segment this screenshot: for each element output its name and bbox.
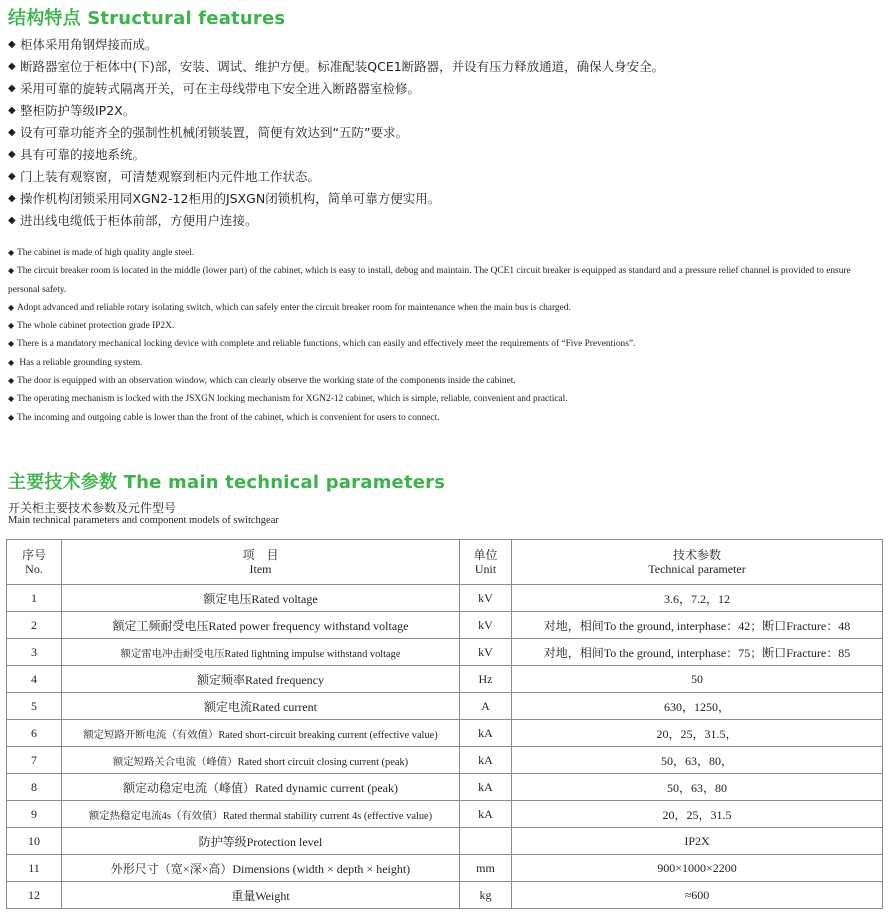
parameters-table-body bbox=[7, 585, 883, 909]
unit-cell: kA bbox=[460, 720, 512, 747]
bullet-diamond-icon: ◆ bbox=[8, 149, 16, 160]
item-cell: 额定热稳定电流4s（有效值）Rated thermal stability current 4s (effective value) bbox=[62, 801, 460, 828]
parameter-value-cell: 对地，相间To the ground, interphase：75；断口Fracture：85 bbox=[512, 639, 883, 666]
feature-text-cn: 具有可靠的接地系统。 bbox=[20, 147, 146, 162]
item-cell: 额定动稳定电流（峰值）Rated dynamic current (peak) bbox=[62, 774, 460, 801]
feature-text-en: The whole cabinet protection grade IP2X. bbox=[17, 321, 175, 332]
feature-item-en bbox=[8, 372, 884, 390]
parameter-value-cell: 900×1000×2200 bbox=[512, 855, 883, 882]
row-number-cell: 5 bbox=[7, 693, 62, 720]
feature-item-cn bbox=[8, 166, 878, 188]
item-cell: 防护等级Protection level bbox=[62, 828, 460, 855]
header-unit bbox=[460, 540, 512, 585]
feature-item-en bbox=[8, 244, 884, 262]
bullet-diamond-icon: ◆ bbox=[8, 321, 15, 331]
technical-parameters-title: 主要技术参数 The main technical parameters bbox=[8, 472, 446, 493]
feature-item-cn bbox=[8, 78, 878, 100]
item-cell: 外形尺寸（宽×深×高）Dimensions (width × depth × height) bbox=[62, 855, 460, 882]
row-number-cell: 8 bbox=[7, 774, 62, 801]
row-number-cell: 4 bbox=[7, 666, 62, 693]
item-cell: 额定短路开断电流（有效值）Rated short-circuit breaking current (effective value) bbox=[62, 720, 460, 747]
feature-text-cn: 柜体采用角钢焊接而成。 bbox=[20, 37, 158, 52]
feature-text-cn: 设有可靠功能齐全的强制性机械闭锁装置，简便有效达到“五防”要求。 bbox=[20, 125, 408, 140]
feature-text-en: The circuit breaker room is located in the middle (lower part) of the cabinet, which is easy to install, debug and maintain. The QCE1 circuit breaker is equipped as standard and a pressure relief channel is provided to ensure personal safety. bbox=[8, 266, 851, 295]
header-item-cn: 项 目 bbox=[242, 548, 279, 562]
parameter-value-cell: 50，63，80 bbox=[512, 774, 883, 801]
feature-text-en: The incoming and outgoing cable is lower than the front of the cabinet, which is convenient for users to connect. bbox=[17, 412, 440, 423]
header-parameter bbox=[512, 540, 883, 585]
header-item-en: Item bbox=[249, 562, 272, 576]
bullet-diamond-icon: ◆ bbox=[8, 376, 15, 386]
feature-item-cn bbox=[8, 56, 878, 78]
feature-item-cn bbox=[8, 122, 878, 144]
bullet-diamond-icon: ◆ bbox=[8, 215, 16, 226]
feature-text-cn: 进出线电缆低于柜体前部，方便用户连接。 bbox=[20, 213, 258, 228]
table-row bbox=[7, 801, 883, 828]
header-unit-en: Unit bbox=[474, 562, 497, 576]
bullet-diamond-icon: ◆ bbox=[8, 83, 16, 94]
row-number-cell: 6 bbox=[7, 720, 62, 747]
table-row bbox=[7, 882, 883, 909]
header-parameter-en: Technical parameter bbox=[648, 562, 746, 576]
unit-cell bbox=[460, 828, 512, 855]
item-cell: 额定电流Rated current bbox=[62, 693, 460, 720]
unit-cell: Hz bbox=[460, 666, 512, 693]
table-row bbox=[7, 693, 883, 720]
feature-item-cn bbox=[8, 188, 878, 210]
bullet-diamond-icon: ◆ bbox=[8, 266, 15, 276]
feature-item-en bbox=[8, 335, 884, 353]
feature-item-en bbox=[8, 354, 884, 372]
table-row bbox=[7, 585, 883, 612]
item-cell: 额定工频耐受电压Rated power frequency withstand voltage bbox=[62, 612, 460, 639]
row-number-cell: 11 bbox=[7, 855, 62, 882]
feature-text-en: The cabinet is made of high quality angle steel. bbox=[17, 248, 195, 258]
table-caption-cn: 开关柜主要技术参数及元件型号 bbox=[8, 501, 177, 515]
bullet-diamond-icon: ◆ bbox=[8, 357, 15, 367]
bullet-diamond-icon: ◆ bbox=[8, 339, 15, 349]
feature-text-en: Has a reliable grounding system. bbox=[17, 357, 143, 368]
bullet-diamond-icon: ◆ bbox=[8, 248, 15, 257]
table-row bbox=[7, 666, 883, 693]
row-number-cell: 9 bbox=[7, 801, 62, 828]
feature-text-en: Adopt advanced and reliable rotary isolating switch, which can safely enter the circuit breaker room for maintenance when the main bus is charged. bbox=[17, 302, 571, 313]
bullet-diamond-icon: ◆ bbox=[8, 105, 16, 116]
feature-item-en bbox=[8, 317, 884, 335]
header-unit-cn: 单位 bbox=[473, 548, 498, 562]
structural-features-title: 结构特点 Structural features bbox=[8, 8, 286, 29]
item-cell: 额定频率Rated frequency bbox=[62, 666, 460, 693]
header-no-cn: 序号 bbox=[21, 548, 46, 562]
table-row bbox=[7, 774, 883, 801]
feature-text-cn: 操作机构闭锁采用同XGN2-12柜用的JSXGN闭锁机构，简单可靠方便实用。 bbox=[20, 191, 441, 206]
parameter-value-cell: 对地，相间To the ground, interphase：42；断口Fracture：48 bbox=[512, 612, 883, 639]
header-parameter-cn: 技术参数 bbox=[672, 548, 721, 562]
unit-cell: kV bbox=[460, 612, 512, 639]
unit-cell: kg bbox=[460, 882, 512, 909]
header-item bbox=[62, 540, 460, 585]
english-features-list bbox=[8, 244, 884, 427]
header-no bbox=[7, 540, 62, 585]
feature-text-cn: 整柜防护等级IP2X。 bbox=[20, 103, 136, 118]
unit-cell: kA bbox=[460, 774, 512, 801]
feature-item-en bbox=[8, 390, 884, 408]
unit-cell: kV bbox=[460, 585, 512, 612]
parameter-value-cell: 50，63，80， bbox=[512, 747, 883, 774]
table-row bbox=[7, 828, 883, 855]
table-caption-en: Main technical parameters and component models of switchgear bbox=[8, 515, 279, 526]
parameter-value-cell: 3.6，7.2，12 bbox=[512, 585, 883, 612]
unit-cell: A bbox=[460, 693, 512, 720]
header-no-en: No. bbox=[25, 562, 43, 576]
table-row bbox=[7, 747, 883, 774]
bullet-diamond-icon: ◆ bbox=[8, 171, 16, 182]
bullet-diamond-icon: ◆ bbox=[8, 61, 16, 72]
item-cell: 额定短路关合电流（峰值）Rated short circuit closing current (peak) bbox=[62, 747, 460, 774]
unit-cell: kA bbox=[460, 801, 512, 828]
parameter-value-cell: IP2X bbox=[512, 828, 883, 855]
bullet-diamond-icon: ◆ bbox=[8, 412, 15, 422]
feature-text-en: There is a mandatory mechanical locking device with complete and reliable functions, which can easily and effectively meet the requirements of “Five Preventions”. bbox=[17, 339, 636, 350]
row-number-cell: 12 bbox=[7, 882, 62, 909]
feature-text-en: The operating mechanism is locked with the JSXGN locking mechanism for XGN2-12 cabinet, which is simple, reliable, convenient and practical. bbox=[17, 394, 568, 405]
feature-item-cn bbox=[8, 144, 878, 166]
row-number-cell: 1 bbox=[7, 585, 62, 612]
row-number-cell: 10 bbox=[7, 828, 62, 855]
feature-text-cn: 断路器室位于柜体中(下)部，安装、调试、维护方便。标准配装QCE1断路器，并设有压力释放通道，确保人身安全。 bbox=[20, 59, 665, 74]
parameter-value-cell: ≈600 bbox=[512, 882, 883, 909]
row-number-cell: 7 bbox=[7, 747, 62, 774]
parameter-value-cell: 20，25，31.5 bbox=[512, 801, 883, 828]
row-number-cell: 2 bbox=[7, 612, 62, 639]
bullet-diamond-icon: ◆ bbox=[8, 39, 16, 50]
feature-item-cn bbox=[8, 210, 878, 232]
feature-item-en bbox=[8, 409, 884, 427]
parameter-value-cell: 630，1250， bbox=[512, 693, 883, 720]
feature-text-cn: 采用可靠的旋转式隔离开关，可在主母线带电下安全进入断路器室检修。 bbox=[20, 81, 421, 96]
parameter-value-cell: 20，25，31.5， bbox=[512, 720, 883, 747]
row-number-cell: 3 bbox=[7, 639, 62, 666]
table-row bbox=[7, 612, 883, 639]
item-cell: 额定电压Rated voltage bbox=[62, 585, 460, 612]
parameter-value-cell: 50 bbox=[512, 666, 883, 693]
unit-cell: kA bbox=[460, 747, 512, 774]
item-cell: 额定雷电冲击耐受电压Rated lightning impulse withstand voltage bbox=[62, 639, 460, 666]
table-row bbox=[7, 855, 883, 882]
item-cell: 重量Weight bbox=[62, 882, 460, 909]
table-row bbox=[7, 639, 883, 666]
bullet-diamond-icon: ◆ bbox=[8, 127, 16, 138]
feature-item-en bbox=[8, 262, 884, 299]
bullet-diamond-icon: ◆ bbox=[8, 302, 15, 312]
unit-cell: kV bbox=[460, 639, 512, 666]
feature-item-cn bbox=[8, 100, 878, 122]
bullet-diamond-icon: ◆ bbox=[8, 193, 16, 204]
feature-item-en bbox=[8, 299, 884, 317]
unit-cell: mm bbox=[460, 855, 512, 882]
feature-text-cn: 门上装有观察窗，可清楚观察到柜内元件地工作状态。 bbox=[20, 169, 321, 184]
feature-item-cn bbox=[8, 34, 878, 56]
feature-text-en: The door is equipped with an observation window, which can clearly observe the working state of the components inside the cabinet. bbox=[17, 376, 516, 387]
parameters-table bbox=[6, 539, 883, 909]
bullet-diamond-icon: ◆ bbox=[8, 394, 15, 404]
table-header-row bbox=[7, 540, 883, 585]
chinese-features-list bbox=[8, 34, 878, 232]
table-row bbox=[7, 720, 883, 747]
